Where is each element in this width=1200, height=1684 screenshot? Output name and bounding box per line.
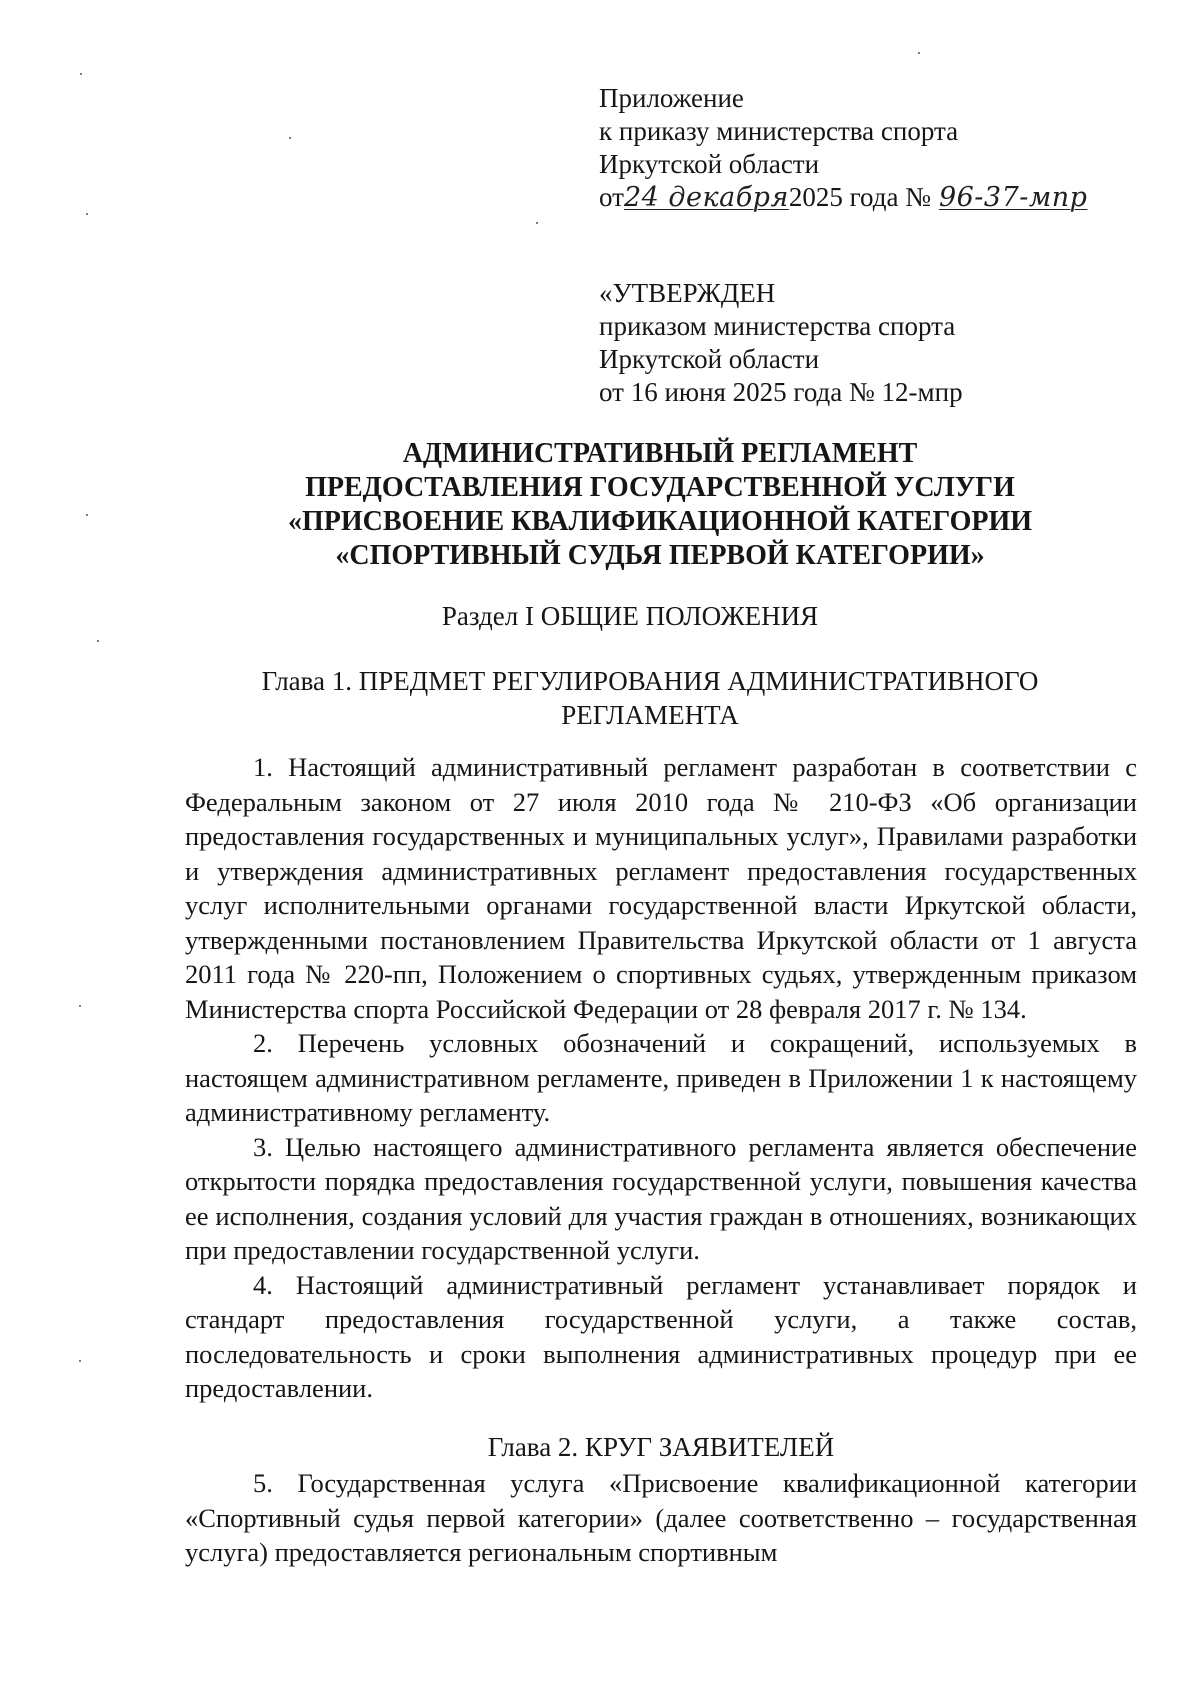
approved-block — [599, 277, 1159, 409]
paragraph-4: 4. Настоящий административный регламент устанавливает порядок и стандарт предоставления государственной услуги, а также состав, последовательность и сроки выполнения административных процедур при ее предоставлении. — [185, 1269, 1137, 1403]
section-heading: Раздел I ОБЩИЕ ПОЛОЖЕНИЯ — [441, 601, 819, 631]
approved-line-2: приказом министерства спорта — [599, 311, 956, 341]
scan-artifact — [80, 73, 82, 75]
appendix-line-2: к приказу министерства спорта — [599, 116, 959, 146]
appendix-year-text: 2025 года № — [788, 182, 931, 212]
approved-line-1: «УТВЕРЖДЕН — [599, 278, 776, 308]
chapter-1-heading — [200, 664, 1100, 732]
scan-artifact — [86, 514, 88, 516]
paragraph-1: 1. Настоящий административный регламент разработан в соответствии с Федеральным законом от 27 июля 2010 года № 210-ФЗ «Об организации предоставления государственных и муниципальных услуг», Правилами разработки и утверждения административных регламент предоставления государственных услуг исполнительными органами государственной власти Иркутской области, утвержденными постановлением Правительства Иркутской области от 1 августа 2011 года № 220-пп, Положением о спортивных судьях, утвержденным приказом Министерства спорта Российской Федерации от 28 февраля 2017 г. № 134. — [185, 752, 1137, 1024]
appendix-date-line — [599, 181, 1159, 214]
appendix-date-prefix: от — [599, 182, 624, 212]
chapter-2-body — [185, 1466, 1137, 1570]
appendix-line-3: Иркутской области — [599, 149, 820, 179]
handwritten-date: 24 декабря — [623, 182, 789, 213]
scan-artifact — [86, 213, 88, 215]
appendix-block — [599, 82, 1159, 214]
chapter-1-line-2: РЕГЛАМЕНТА — [561, 700, 739, 730]
scan-artifact — [918, 52, 920, 54]
scan-artifact — [289, 137, 291, 139]
paragraph-3: 3. Целью настоящего административного регламента является обеспечение открытости порядка предоставления государственной услуги, повышения качества ее исполнения, создания условий для участия граждан в отношениях, возникающих при предоставлении государственной услуги. — [185, 1131, 1137, 1265]
chapter-2-heading: Глава 2. КРУГ ЗАЯВИТЕЛЕЙ — [487, 1432, 835, 1462]
chapter-1-body — [185, 750, 1137, 1406]
appendix-line-1: Приложение — [599, 83, 744, 113]
approved-line-4: от 16 июня 2025 года № 12-мпр — [599, 377, 963, 407]
paragraph-2: 2. Перечень условных обозначений и сокращений, используемых в настоящем административном регламенте, приведен в Приложении 1 к настоящему административному регламенту. — [185, 1028, 1137, 1127]
title-line-3: «ПРИСВОЕНИЕ КВАЛИФИКАЦИОННОЙ КАТЕГОРИИ — [287, 506, 1033, 537]
scan-artifact — [79, 1005, 81, 1007]
document-title — [230, 437, 1090, 573]
approved-line-3: Иркутской области — [599, 344, 820, 374]
title-line-4: «СПОРТИВНЫЙ СУДЬЯ ПЕРВОЙ КАТЕГОРИИ» — [335, 540, 985, 571]
handwritten-order-number: 96-37-мпр — [938, 182, 1088, 213]
scan-artifact — [97, 640, 99, 642]
paragraph-5: 5. Государственная услуга «Присвоение квалификационной категории «Спортивный судья первой категории» (далее соответственно – государственная услуга) предоставляется региональным спортивным — [185, 1468, 1137, 1567]
scan-artifact — [536, 222, 538, 224]
title-line-2: ПРЕДОСТАВЛЕНИЯ ГОСУДАРСТВЕННОЙ УСЛУГИ — [305, 472, 1015, 503]
title-line-1: АДМИНИСТРАТИВНЫЙ РЕГЛАМЕНТ — [402, 438, 918, 469]
scan-artifact — [79, 1360, 81, 1362]
chapter-1-line-1: Глава 1. ПРЕДМЕТ РЕГУЛИРОВАНИЯ АДМИНИСТРАТИВНОГО — [261, 666, 1039, 696]
